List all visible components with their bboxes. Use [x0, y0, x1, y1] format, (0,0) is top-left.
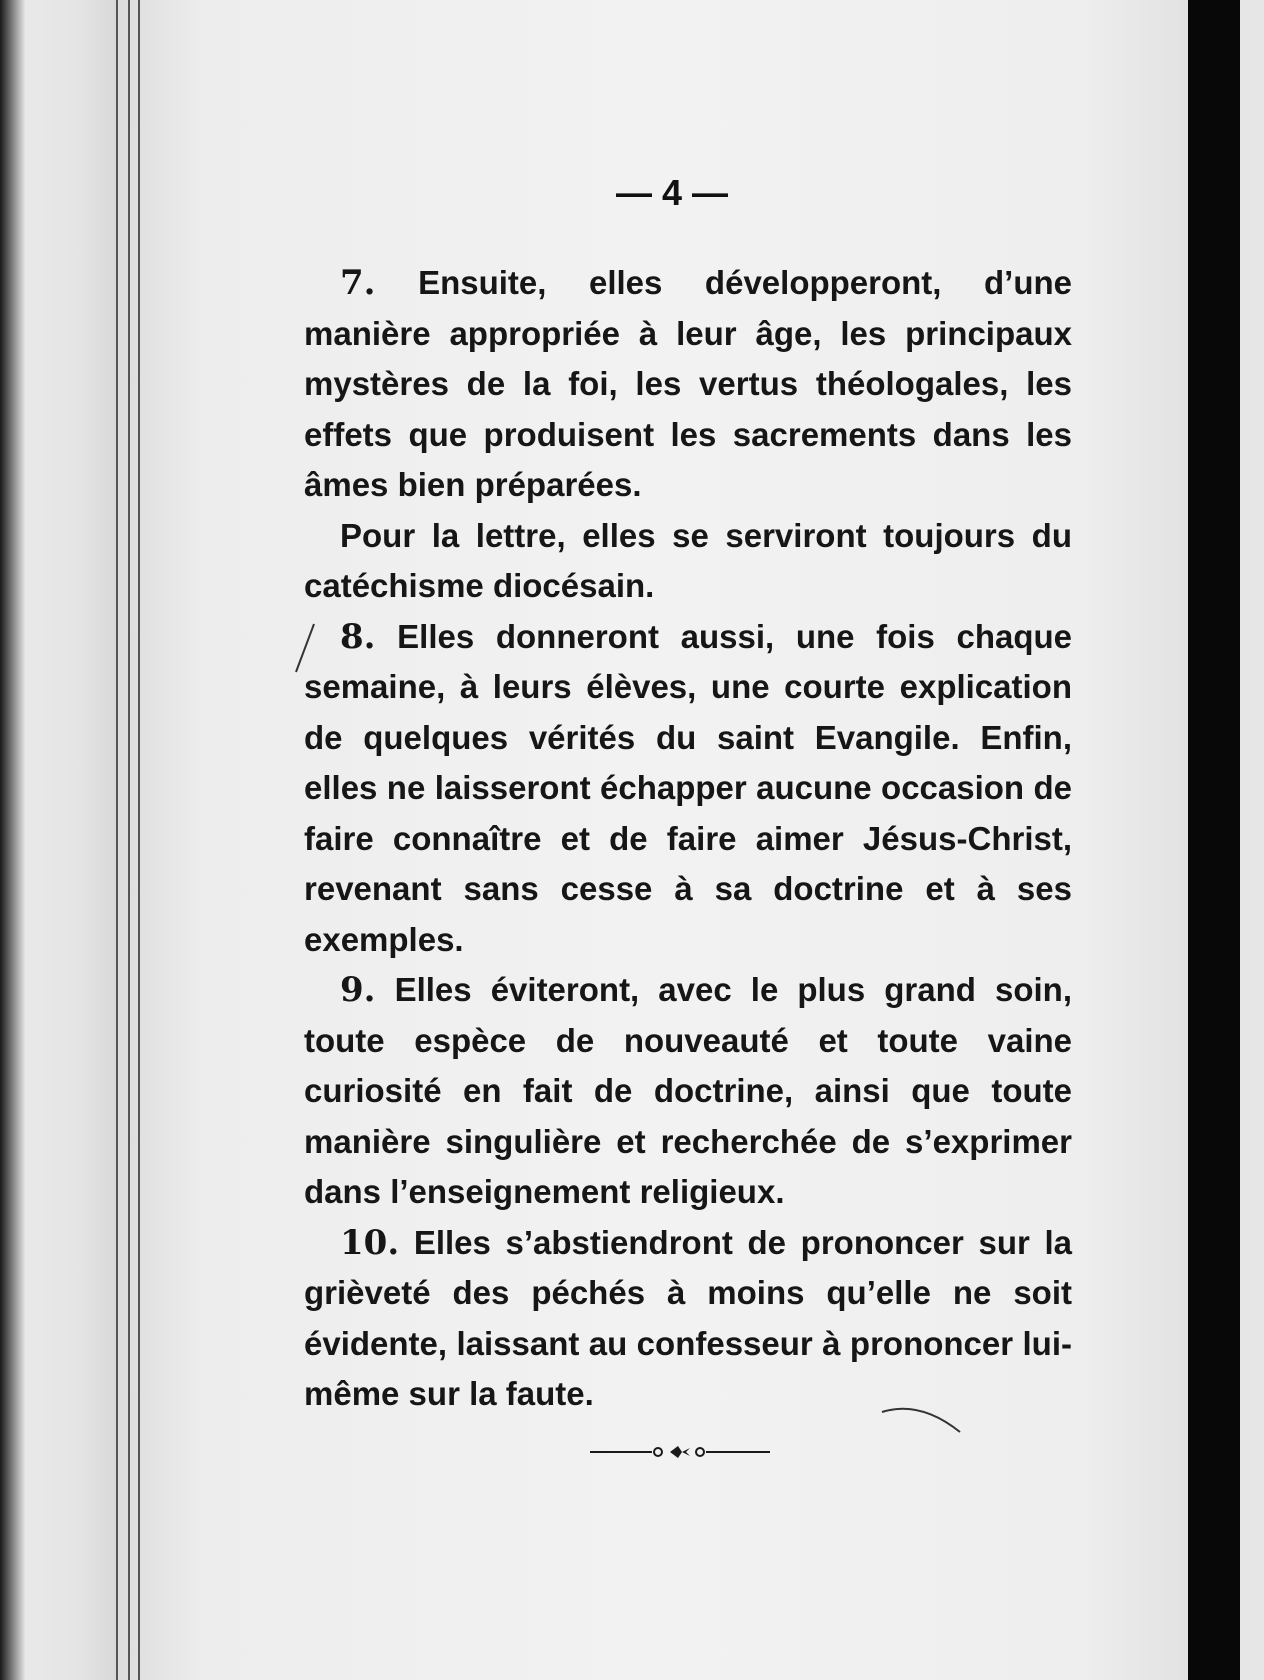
article-number: 10. — [340, 1222, 400, 1263]
pencil-mark — [880, 1400, 970, 1440]
ornament-divider — [590, 1442, 770, 1462]
page-number: — 4 — — [615, 172, 729, 213]
paragraph-10 — [304, 1218, 1072, 1420]
paragraph-text: Ensuite, elles développeront, d’une manière appropriée à leur âge, les principaux mystères de la foi, les vertus théologales, les effets que produisent les sacrements dans les âmes bien préparées. — [304, 264, 1073, 503]
paragraph-text: Pour la lettre, elles se serviront toujours du catéchisme diocésain. — [304, 516, 1072, 604]
paragraph-8 — [304, 612, 1072, 966]
page-edge-line — [128, 0, 130, 1680]
paragraph-text: Elles éviteront, avec le plus grand soin, toute espèce de nouveauté et toute vaine curiosité en fait de doctrine, ainsi que toute manière singulière et recherchée de s’exprimer dans l’enseignement religieux. — [304, 971, 1073, 1210]
article-number: 7. — [340, 263, 376, 303]
page-body — [304, 258, 1072, 1420]
paragraph-9 — [304, 965, 1072, 1218]
paragraph-text: Elles donneront aussi, une fois chaque semaine, à leurs élèves, une courte explication de quelques vérités du saint Evangile. Enfin, elles ne laisseront échapper aucune occasion de faire connaître et de faire aimer Jésus-Christ, revenant sans cesse à sa doctrine et à ses exemples. — [304, 617, 1073, 958]
pencil-mark — [288, 620, 318, 680]
paragraph-lettre — [304, 511, 1072, 612]
paragraph-7 — [304, 258, 1072, 511]
article-number: 8. — [340, 616, 376, 657]
page-edge-line — [138, 0, 140, 1680]
paragraph-text: Elles s’abstiendront de prononcer sur la grièveté des péchés à moins qu’elle ne soit évidente, laissant au confesseur à prononcer lui-même sur la faute. — [304, 1223, 1073, 1412]
next-page-edge — [1240, 0, 1264, 1680]
left-margin — [0, 0, 116, 1680]
page-edge-line — [116, 0, 118, 1680]
article-number: 9. — [340, 970, 376, 1010]
